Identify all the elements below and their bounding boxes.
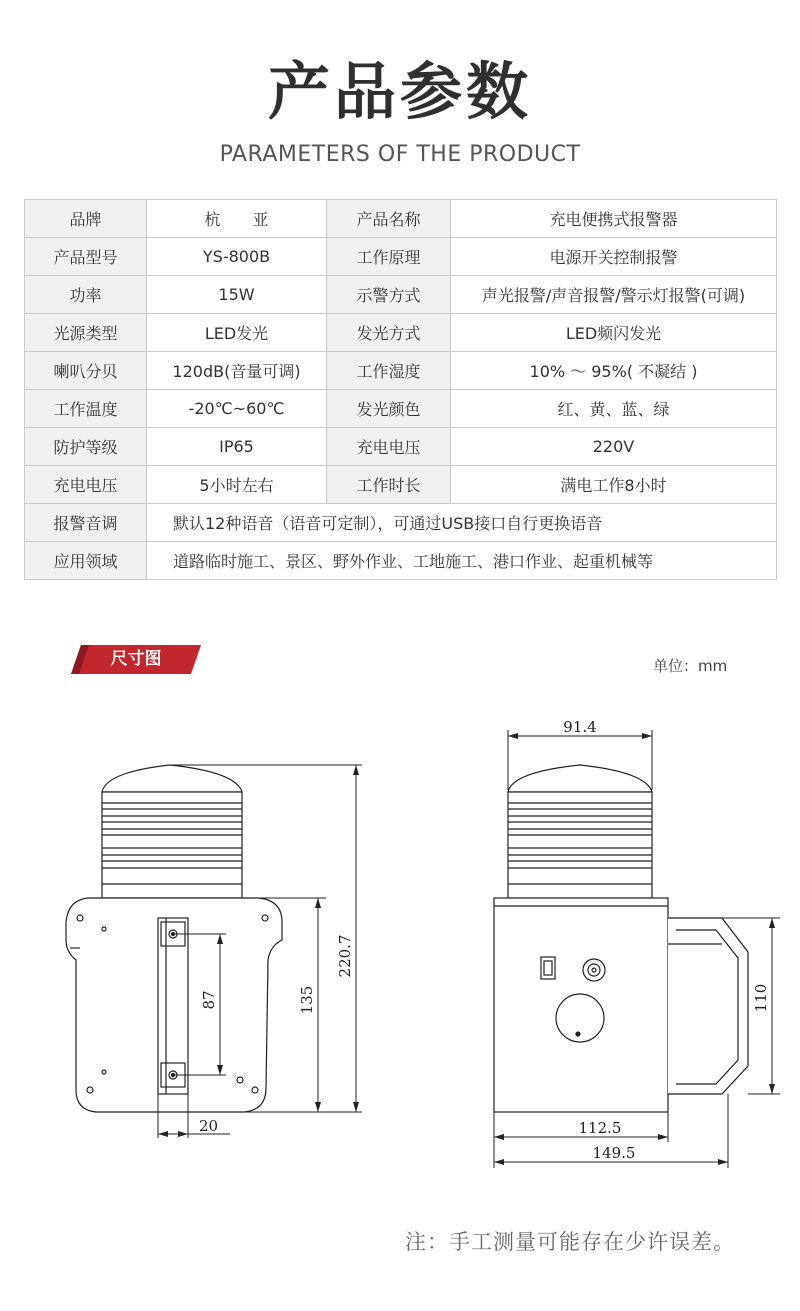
param-key: 喇叭分贝 <box>25 352 147 390</box>
param-key: 防护等级 <box>25 428 147 466</box>
page-subtitle: PARAMETERS OF THE PRODUCT <box>219 142 581 167</box>
param-key: 报警音调 <box>25 504 147 542</box>
param-value: 10% ～ 95%( 不凝结 ) <box>451 352 777 390</box>
param-key: 工作湿度 <box>327 352 451 390</box>
param-row <box>25 200 777 238</box>
dim-body-width: 112.5 <box>578 1119 622 1137</box>
unit-label: 单位：mm <box>653 657 728 675</box>
param-row-wide <box>25 504 777 542</box>
param-value: -20℃~60℃ <box>147 390 327 428</box>
param-key: 工作时长 <box>327 466 451 504</box>
param-key: 示警方式 <box>327 276 451 314</box>
param-row <box>25 314 777 352</box>
param-row <box>25 390 777 428</box>
parameters-table <box>24 199 777 580</box>
front-bracket-rail <box>158 918 188 1094</box>
param-row <box>25 352 777 390</box>
front-lamp-lens <box>102 792 242 898</box>
param-key: 光源类型 <box>25 314 147 352</box>
param-value: 15W <box>147 276 327 314</box>
param-row-wide <box>25 542 777 580</box>
param-value: 红、黄、蓝、绿 <box>451 390 777 428</box>
param-value: 声光报警/声音报警/警示灯报警(可调) <box>451 276 777 314</box>
param-value: 220V <box>451 428 777 466</box>
param-key: 产品型号 <box>25 238 147 276</box>
dim-overall-height: 220.7 <box>336 934 354 978</box>
dim-bracket-height: 110 <box>752 983 770 1013</box>
param-key: 发光颜色 <box>327 390 451 428</box>
page-title: 产品参数 <box>267 55 532 128</box>
param-value: YS-800B <box>147 238 327 276</box>
param-value: LED发光 <box>147 314 327 352</box>
param-key: 工作温度 <box>25 390 147 428</box>
param-value: IP65 <box>147 428 327 466</box>
param-value: 120dB(音量可调) <box>147 352 327 390</box>
param-value: 满电工作8小时 <box>451 466 777 504</box>
param-key: 充电电压 <box>327 428 451 466</box>
param-key: 工作原理 <box>327 238 451 276</box>
dim-lamp-width: 91.4 <box>563 718 597 736</box>
param-key: 应用领域 <box>25 542 147 580</box>
dim-bracket-width: 20 <box>199 1117 219 1135</box>
param-value: 杭 亚 <box>147 200 327 238</box>
dimension-drawing <box>0 690 800 1190</box>
front-lamp-dome <box>102 765 242 792</box>
side-body <box>494 898 668 1112</box>
param-value: 电源开关控制报警 <box>451 238 777 276</box>
side-lamp-lens <box>508 792 652 898</box>
param-key: 充电电压 <box>25 466 147 504</box>
dim-overall-width: 149.5 <box>592 1144 636 1162</box>
param-key: 功率 <box>25 276 147 314</box>
param-value: 默认12种语音（语音可定制），可通过USB接口自行更换语音 <box>147 504 777 542</box>
param-key: 品牌 <box>25 200 147 238</box>
param-key: 发光方式 <box>327 314 451 352</box>
param-value: 道路临时施工、景区、野外作业、工地施工、港口作业、起重机械等 <box>147 542 777 580</box>
dim-hole-spacing: 87 <box>200 990 218 1010</box>
param-value: LED频闪发光 <box>451 314 777 352</box>
param-value: 5小时左右 <box>147 466 327 504</box>
dim-body-height: 135 <box>298 985 316 1015</box>
param-row <box>25 466 777 504</box>
param-row <box>25 428 777 466</box>
param-key: 产品名称 <box>327 200 451 238</box>
param-row <box>25 238 777 276</box>
measurement-note: 注：手工测量可能存在少许误差。 <box>405 1230 735 1254</box>
param-value: 充电便携式报警器 <box>451 200 777 238</box>
param-row <box>25 276 777 314</box>
side-lamp-dome <box>508 765 652 792</box>
section-tag-label: 尺寸图 <box>110 649 162 669</box>
